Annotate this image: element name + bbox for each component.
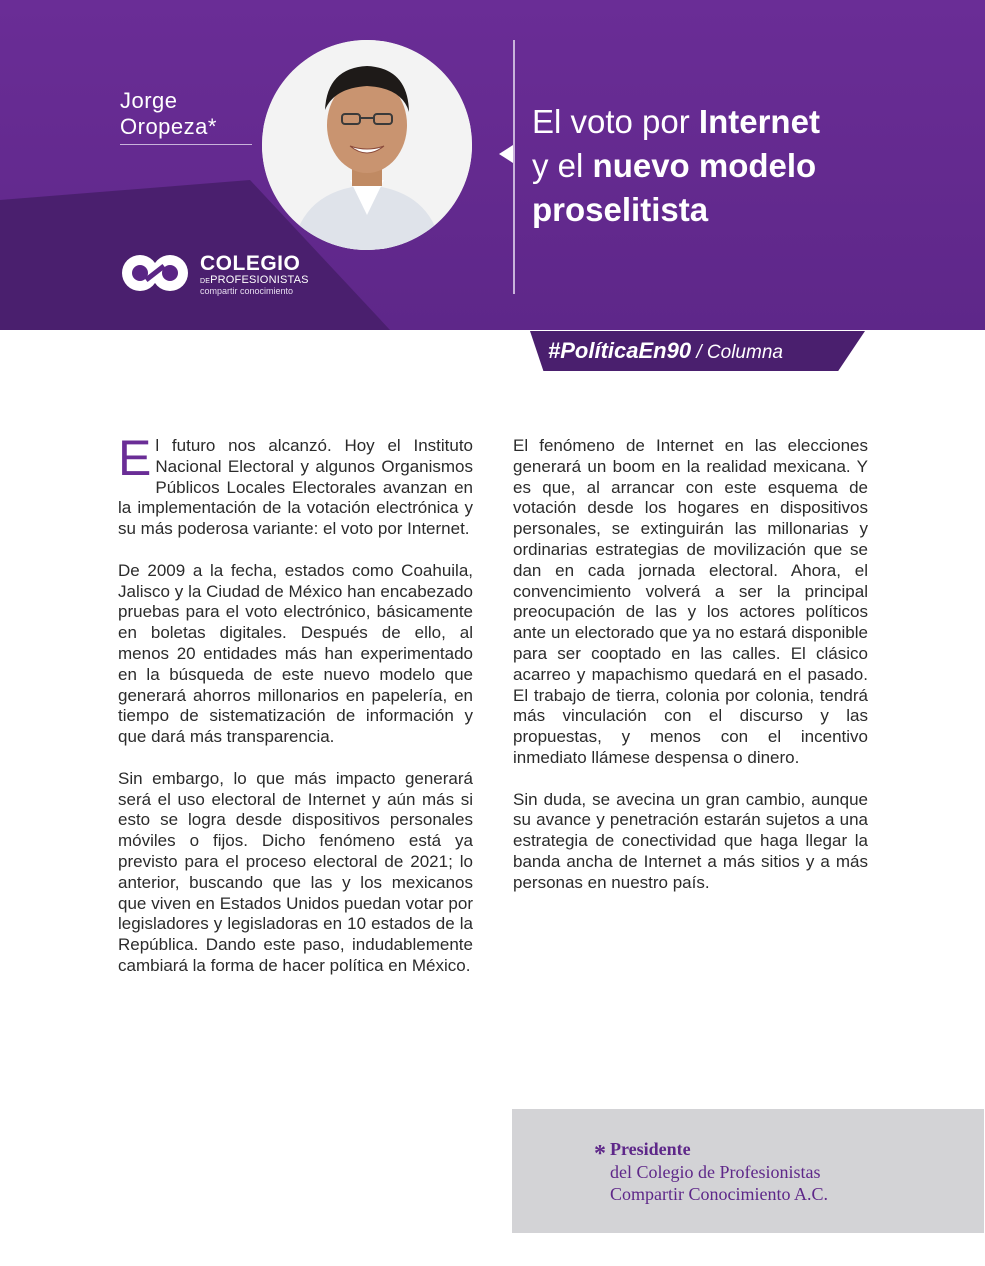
pointer-triangle-icon bbox=[499, 145, 513, 163]
article-column-left bbox=[118, 430, 473, 998]
author-divider bbox=[120, 144, 252, 145]
logo-prefix: DE bbox=[200, 278, 211, 285]
footnote-asterisk: * bbox=[594, 1141, 606, 1167]
logo-subtitle-text: PROFESIONISTAS bbox=[210, 274, 309, 286]
headline-bold-2: nuevo modelo bbox=[592, 147, 817, 184]
headline-text-1: El voto por bbox=[532, 103, 699, 140]
footnote-line-2: Compartir Conocimiento A.C. bbox=[610, 1184, 828, 1204]
header-vertical-divider bbox=[513, 40, 515, 294]
headline-bold-3: proselitista bbox=[532, 191, 709, 228]
author-last-name: Oropeza* bbox=[120, 114, 217, 139]
author-photo bbox=[262, 40, 472, 250]
paragraph-text: l futuro nos alcanzó. Hoy el Instituto Nacional Electoral y algunos Organismos Públicos Locales Electorales avanzan en la implementación de la votación electrónica y su más poderosa variante: el voto por Internet. bbox=[118, 436, 473, 539]
author-portrait-icon bbox=[262, 40, 472, 250]
footnote-title: Presidente bbox=[610, 1139, 691, 1159]
logo-tagline: compartir conocimiento bbox=[200, 286, 294, 296]
footnote-line-1: del Colegio de Profesionistas bbox=[610, 1162, 821, 1182]
article-headline bbox=[532, 100, 952, 232]
colegio-logo bbox=[118, 250, 318, 300]
tag-separator: / bbox=[691, 342, 707, 363]
article-column-right bbox=[513, 436, 868, 914]
logo-subtitle bbox=[200, 274, 309, 286]
author-name bbox=[120, 88, 217, 140]
paragraph bbox=[118, 430, 473, 540]
headline-line-1 bbox=[532, 100, 952, 144]
headline-bold-1: Internet bbox=[698, 103, 820, 140]
author-first-name: Jorge bbox=[120, 88, 178, 113]
infinity-logo-icon bbox=[118, 250, 192, 296]
logo-title: COLEGIO bbox=[200, 252, 301, 275]
drop-cap: E bbox=[118, 430, 152, 486]
paragraph: El fenómeno de Internet en las elecciones generará un boom en la realidad mexicana. Y es que, al arrancar con este esquema de votación desde los hogares en dispositivos personales, se extinguirán las millonarias y ordinarias estrategias de movilización que se dan en cada jornada electoral. Ahora, el convencimiento volverá a ser la principal preocupación de las y los actores políticos ante un electorado que ya no estará disponible para ser cooptado en las calles. El clásico acarreo y mapachismo quedará en el pasado. El trabajo de tierra, colonia por colonia, tendrá más vinculación con el discurso y las propuestas, y menos con el incentivo inmediato llámese despensa o dinero. bbox=[513, 436, 868, 767]
section-tag bbox=[548, 338, 783, 364]
headline-text-2: y el bbox=[532, 147, 593, 184]
headline-line-3 bbox=[532, 188, 952, 232]
headline-line-2 bbox=[532, 144, 952, 188]
paragraph: De 2009 a la fecha, estados como Coahuila, Jalisco y la Ciudad de México han encabezado pruebas para el voto electrónico, básicamente en boletas digitales. Después de ello, al menos 20 entidades más han experimentado en la búsqueda de este nuevo modelo que generará ahorros millonarios en papelería, en tiempo de sistematización de información y que dará más transparencia. bbox=[118, 560, 473, 747]
hashtag: #PolíticaEn90 bbox=[548, 338, 692, 363]
section-label: Columna bbox=[706, 342, 783, 363]
paragraph: Sin embargo, lo que más impacto generará será el uso electoral de Internet y aún más si esto se logra desde dispositivos personales móviles o fijos. Dicho fenómeno está ya previsto para el proceso electoral de 2021; lo anterior, buscando que las y los mexicanos que viven en Estados Unidos puedan votar por legisladores y legisladoras en 10 estados de la República. Dando este paso, indudablemente cambiará la forma de hacer política en México. bbox=[118, 768, 473, 975]
paragraph: Sin duda, se avecina un gran cambio, aunque su avance y penetración estarán sujetos a una estrategia de conectividad que haga llegar la banda ancha de Internet a más sitios y a más personas en nuestro país. bbox=[513, 789, 868, 892]
